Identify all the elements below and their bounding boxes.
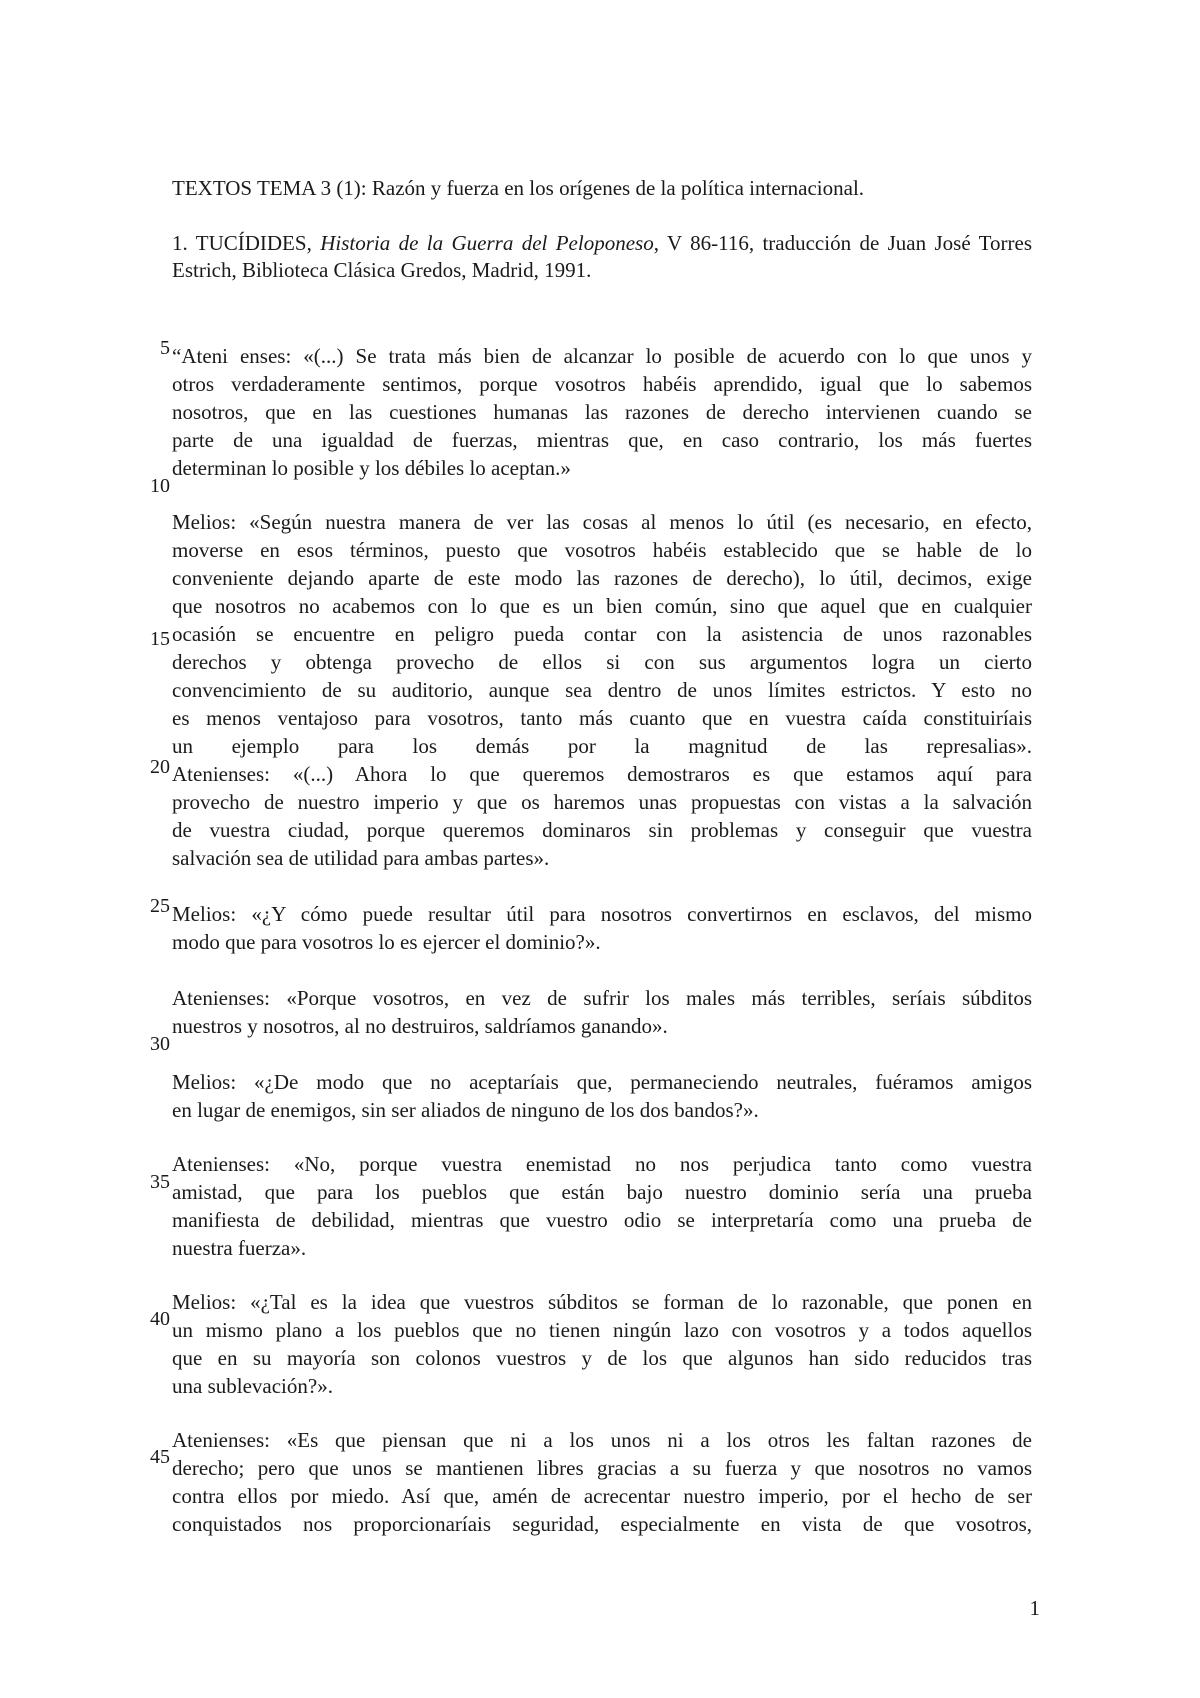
text-line: amistad, que para los pueblos que están bajo nuestro dominio sería una prueba <box>172 1180 1032 1204</box>
text-line: ocasión se encuentre en peligro pueda contar con la asistencia de unos razonables <box>172 622 1032 646</box>
text-line: Melios: «¿Y cómo puede resultar útil para nosotros convertirnos en esclavos, del mismo <box>172 902 1032 926</box>
text-line: conquistados nos proporcionaríais seguridad, especialmente en vista de que vosotros, <box>172 1512 1032 1536</box>
text-line: provecho de nuestro imperio y que os haremos unas propuestas con vistas a la salvación <box>172 790 1032 814</box>
text-line: que nosotros no acabemos con lo que es un bien común, sino que aquel que en cualquier <box>172 594 1032 618</box>
text-line: salvación sea de utilidad para ambas partes». <box>172 846 550 870</box>
text-line: parte de una igualdad de fuerzas, mientras que, en caso contrario, los más fuertes <box>172 428 1032 452</box>
text-line: derecho; pero que unos se mantienen libres gracias a su fuerza y que nosotros no vamos <box>172 1456 1032 1480</box>
line-number: 5 <box>160 337 170 359</box>
line-number: 25 <box>150 895 170 917</box>
line-number: 15 <box>150 628 170 650</box>
text-line: Atenienses: «No, porque vuestra enemistad no nos perjudica tanto como vuestra <box>172 1152 1032 1176</box>
document-title: TEXTOS TEMA 3 (1): Razón y fuerza en los orígenes de la política internacional. <box>172 176 865 200</box>
text-line: nuestros y nosotros, al no destruiros, saldríamos ganando». <box>172 1014 668 1038</box>
line-number: 40 <box>150 1308 170 1330</box>
reference-work-title: Historia de la Guerra del Peloponeso <box>320 231 654 255</box>
text-line: moverse en esos términos, puesto que vosotros habéis establecido que se hable de lo <box>172 538 1032 562</box>
text-line: Melios: «Según nuestra manera de ver las cosas al menos lo útil (es necesario, en efecto, <box>172 510 1032 534</box>
text-line: modo que para vosotros lo es ejercer el dominio?». <box>172 930 601 954</box>
line-number: 35 <box>150 1171 170 1193</box>
line-number: 30 <box>150 1033 170 1055</box>
text-line: manifiesta de debilidad, mientras que vuestro odio se interpretaría como una prueba de <box>172 1208 1032 1232</box>
line-number: 10 <box>150 475 170 497</box>
text-line: otros verdaderamente sentimos, porque vosotros habéis aprendido, igual que lo sabemos <box>172 372 1032 396</box>
page-number: 1 <box>1029 1596 1040 1620</box>
text-line: Melios: «¿De modo que no aceptaríais que, permaneciendo neutrales, fuéramos amigos <box>172 1070 1032 1094</box>
text-line: una sublevación?». <box>172 1374 333 1398</box>
text-line: Atenienses: «Porque vosotros, en vez de sufrir los males más terribles, seríais súbditos <box>172 986 1032 1010</box>
text-line: un mismo plano a los pueblos que no tienen ningún lazo con vosotros y a todos aquellos <box>172 1318 1032 1342</box>
text-line: un ejemplo para los demás por la magnitud de las represalias». <box>172 734 1032 758</box>
text-line: en lugar de enemigos, sin ser aliados de ninguno de los dos bandos?». <box>172 1098 759 1122</box>
text-line: Atenienses: «(...) Ahora lo que queremos demostraros es que estamos aquí para <box>172 762 1032 786</box>
text-line: nosotros, que en las cuestiones humanas las razones de derecho intervienen cuando se <box>172 400 1032 424</box>
text-line: es menos ventajoso para vosotros, tanto más cuanto que en vuestra caída constituiríais <box>172 706 1032 730</box>
line-number: 45 <box>150 1446 170 1468</box>
text-line: “Ateni enses: «(...) Se trata más bien de alcanzar lo posible de acuerdo con lo que unos y <box>172 344 1032 368</box>
text-line: derechos y obtenga provecho de ellos si con sus argumentos logra un cierto <box>172 650 1032 674</box>
text-line: nuestra fuerza». <box>172 1236 307 1260</box>
text-line: de vuestra ciudad, porque queremos dominaros sin problemas y conseguir que vuestra <box>172 818 1032 842</box>
text-line: Melios: «¿Tal es la idea que vuestros súbditos se forman de lo razonable, que ponen en <box>172 1290 1032 1314</box>
text-line: determinan lo posible y los débiles lo aceptan.» <box>172 456 571 480</box>
text-line: convencimiento de su auditorio, aunque sea dentro de unos límites estrictos. Y esto no <box>172 678 1032 702</box>
line-number: 20 <box>150 756 170 778</box>
reference-author: 1. TUCÍDIDES, <box>172 231 321 255</box>
text-line: Atenienses: «Es que piensan que ni a los unos ni a los otros les faltan razones de <box>172 1428 1032 1452</box>
text-line: conveniente dejando aparte de este modo las razones de derecho), lo útil, decimos, exige <box>172 566 1032 590</box>
text-line: contra ellos por miedo. Así que, amén de acrecentar nuestro imperio, por el hecho de ser <box>172 1484 1032 1508</box>
source-reference <box>172 230 1032 284</box>
text-line: que en su mayoría son colonos vuestros y de los que algunos han sido reducidos tras <box>172 1346 1032 1370</box>
reference-details: , V 86-116, traducción de Juan José Torres Estrich, Biblioteca Clásica Gredos, Madrid, 1991. <box>172 231 1032 282</box>
